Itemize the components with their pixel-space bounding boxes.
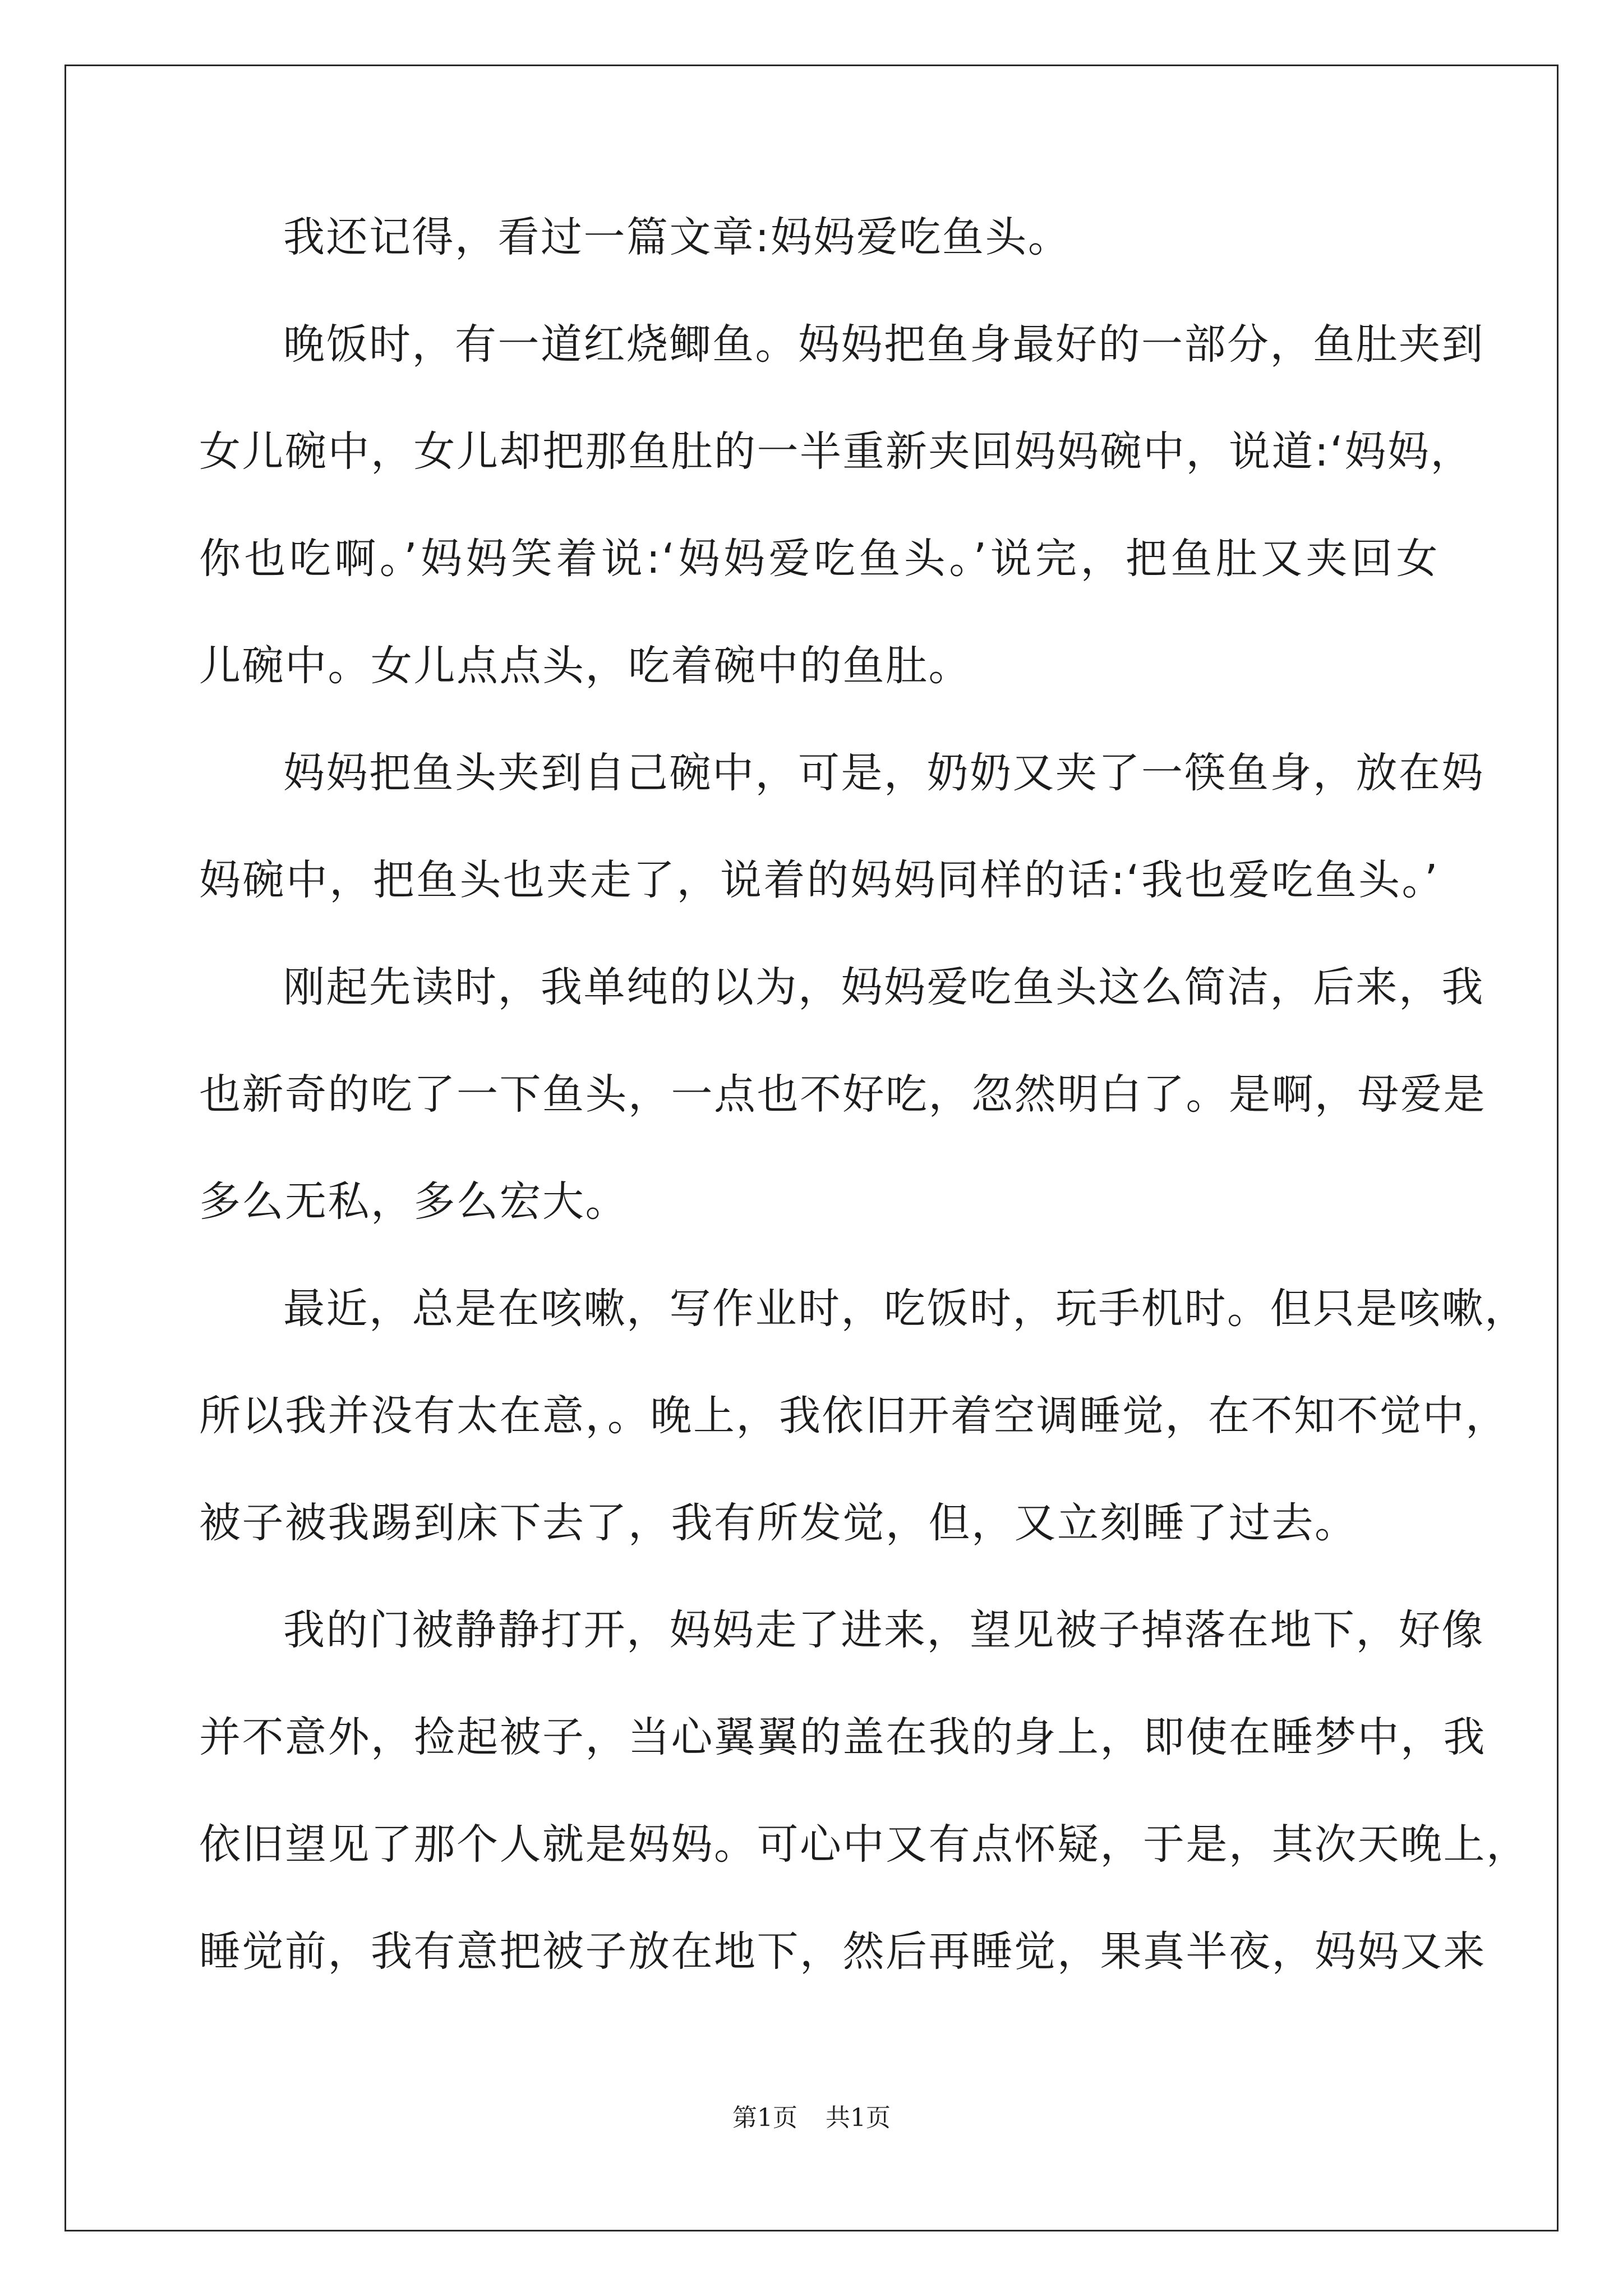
- text-line: 最近，总是在咳嗽，写作业时，吃饭时，玩手机时。但只是咳嗽，: [283, 1285, 1528, 1333]
- text-line: 多么无私，多么宏大。: [199, 1177, 628, 1226]
- text-line: 刚起先读时，我单纯的以为，妈妈爱吃鱼头这么简洁，后来，我: [283, 963, 1484, 1011]
- text-line: 你也吃啊。’妈妈笑着说:‘妈妈爱吃鱼头。’说完，把鱼肚又夹回女: [199, 535, 1439, 583]
- document-body: [199, 204, 1529, 2025]
- text-line: 儿碗中。女儿点点头，吃着碗中的鱼肚。: [199, 642, 971, 690]
- text-line: 被子被我踢到床下去了，我有所发觉，但，又立刻睡了过去。: [199, 1499, 1358, 1547]
- text-line: 我的门被静静打开，妈妈走了进来，望见被子掉落在地下，好像: [283, 1606, 1484, 1654]
- text-line: 也新奇的吃了一下鱼头，一点也不好吃，忽然明白了。是啊，母爱是: [199, 1070, 1486, 1119]
- text-line: 妈妈把鱼头夹到自己碗中，可是，奶奶又夹了一筷鱼身，放在妈: [283, 749, 1484, 797]
- text-line: 睡觉前，我有意把被子放在地下，然后再睡觉，果真半夜，妈妈又来: [199, 1927, 1486, 1976]
- text-line: 依旧望见了那个人就是妈妈。可心中又有点怀疑，于是，其次天晚上，: [199, 1820, 1529, 1869]
- page-number-total: 共1页: [826, 2104, 891, 2132]
- text-line: 所以我并没有太在意，。晚上，我依旧开着空调睡觉，在不知不觉中，: [199, 1392, 1509, 1440]
- text-line: 妈碗中，把鱼头也夹走了，说着的妈妈同样的话:‘我也爱吃鱼头。’: [199, 856, 1439, 904]
- text-line: 我还记得，看过一篇文章:妈妈爱吃鱼头。: [283, 213, 1071, 261]
- text-line: 并不意外，捡起被子，当心翼翼的盖在我的身上，即使在睡梦中，我: [199, 1713, 1486, 1761]
- page-number-current: 第1页: [732, 2104, 797, 2132]
- page-footer: [0, 2101, 1623, 2135]
- text-line: 女儿碗中，女儿却把那鱼肚的一半重新夹回妈妈碗中，说道:‘妈妈，: [199, 427, 1473, 476]
- text-line: 晚饭时，有一道红烧鲫鱼。妈妈把鱼身最好的一部分，鱼肚夹到: [283, 320, 1484, 369]
